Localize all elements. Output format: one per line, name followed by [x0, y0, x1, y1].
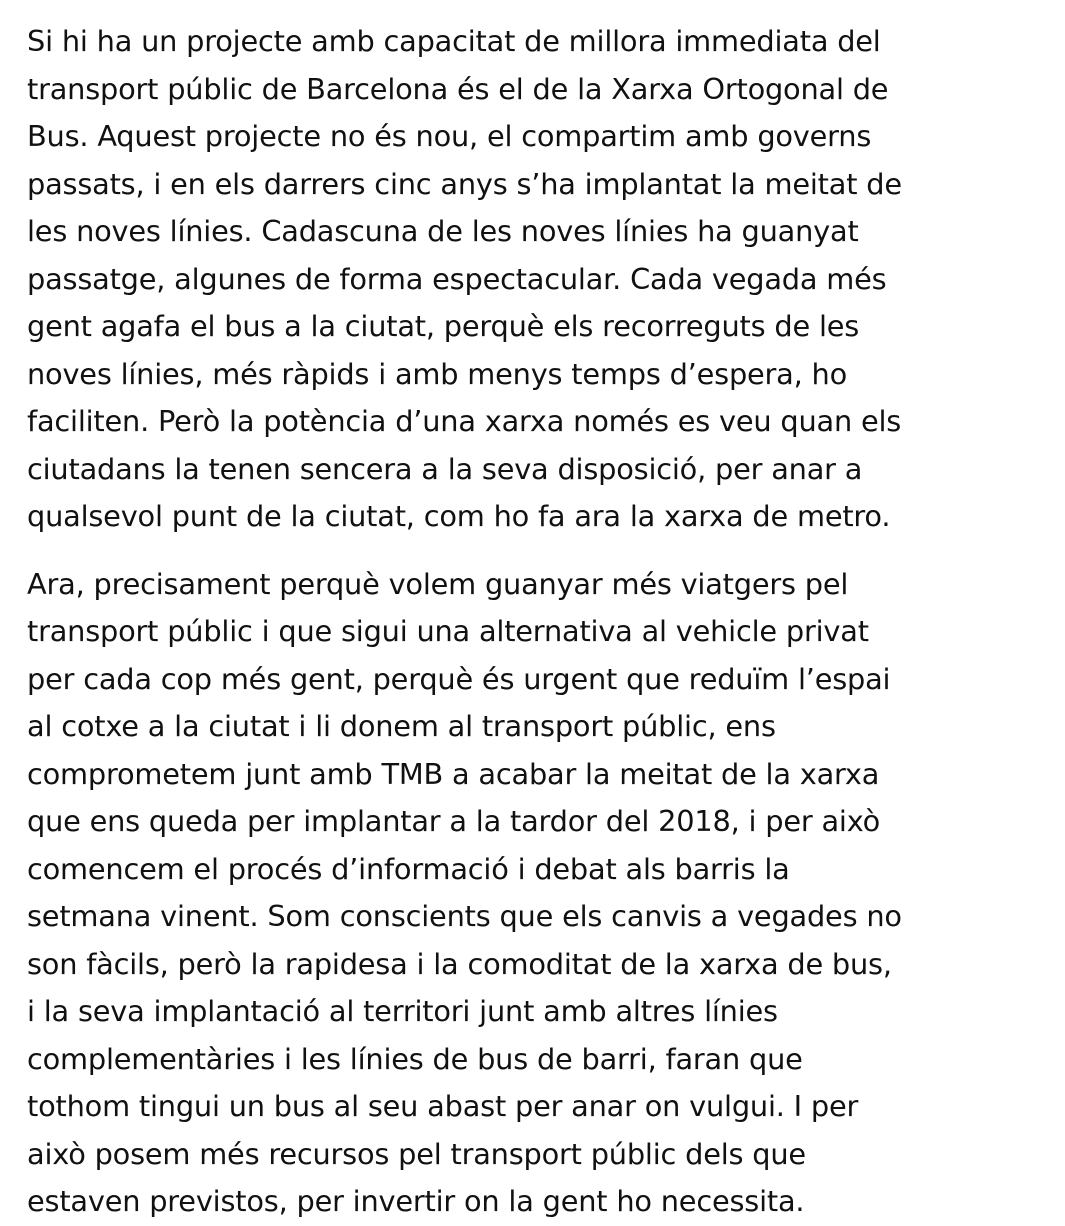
text-line: que ens queda per implantar a la tardor del 2018, i per això [27, 804, 881, 838]
text-line: al cotxe a la ciutat i li donem al transport públic, ens [27, 709, 776, 743]
text-line: noves línies, més ràpids i amb menys temps d’espera, ho [27, 356, 848, 391]
text-line: això posem més recursos pel transport públic dels que [27, 1136, 806, 1171]
text-line: tothom tingui un bus al seu abast per anar on vulgui. I per [27, 1089, 859, 1123]
text-line: comencem el procés d’informació i debat als barris la [27, 851, 790, 886]
text-line: comprometem junt amb TMB a acabar la meitat de la xarxa [27, 756, 880, 791]
text-line: ciutadans la tenen sencera a la seva disposició, per anar a [27, 451, 863, 486]
text-line: qualsevol punt de la ciutat, com ho fa ara la xarxa de metro. [27, 499, 891, 533]
text-line: Si hi ha un projecte amb capacitat de millora immediata del [27, 24, 881, 58]
document-body [27, 18, 1052, 1226]
text-line: passats, i en els darrers cinc anys s’ha implantat la meitat de [27, 166, 902, 201]
text-line: setmana vinent. Som conscients que els canvis a vegades no [27, 899, 902, 933]
text-line: faciliten. Però la potència d’una xarxa només es veu quan els [27, 404, 902, 438]
text-line: gent agafa el bus a la ciutat, perquè els recorreguts de les [27, 309, 860, 343]
text-line: i la seva implantació al territori junt amb altres línies [27, 994, 778, 1028]
text-line: transport públic de Barcelona és el de la Xarxa Ortogonal de [27, 71, 889, 106]
paragraph-2 [27, 561, 1052, 1226]
text-line: estaven previstos, per invertir on la gent ho necessita. [27, 1184, 805, 1218]
text-line: son fàcils, però la rapidesa i la comoditat de la xarxa de bus, [27, 946, 892, 981]
text-line: Ara, precisament perquè volem guanyar més viatgers pel [27, 566, 849, 601]
text-line: passatge, algunes de forma espectacular. Cada vegada més [27, 261, 887, 296]
text-line: Bus. Aquest projecte no és nou, el compartim amb governs [27, 119, 872, 153]
text-line: complementàries i les línies de bus de barri, faran que [27, 1041, 803, 1076]
text-line: transport públic i que sigui una alternativa al vehicle privat [27, 614, 869, 648]
text-line: per cada cop més gent, perquè és urgent que reduïm l’espai [27, 661, 891, 696]
paragraph-1 [27, 18, 1052, 541]
text-line: les noves línies. Cadascuna de les noves línies ha guanyat [27, 214, 859, 248]
